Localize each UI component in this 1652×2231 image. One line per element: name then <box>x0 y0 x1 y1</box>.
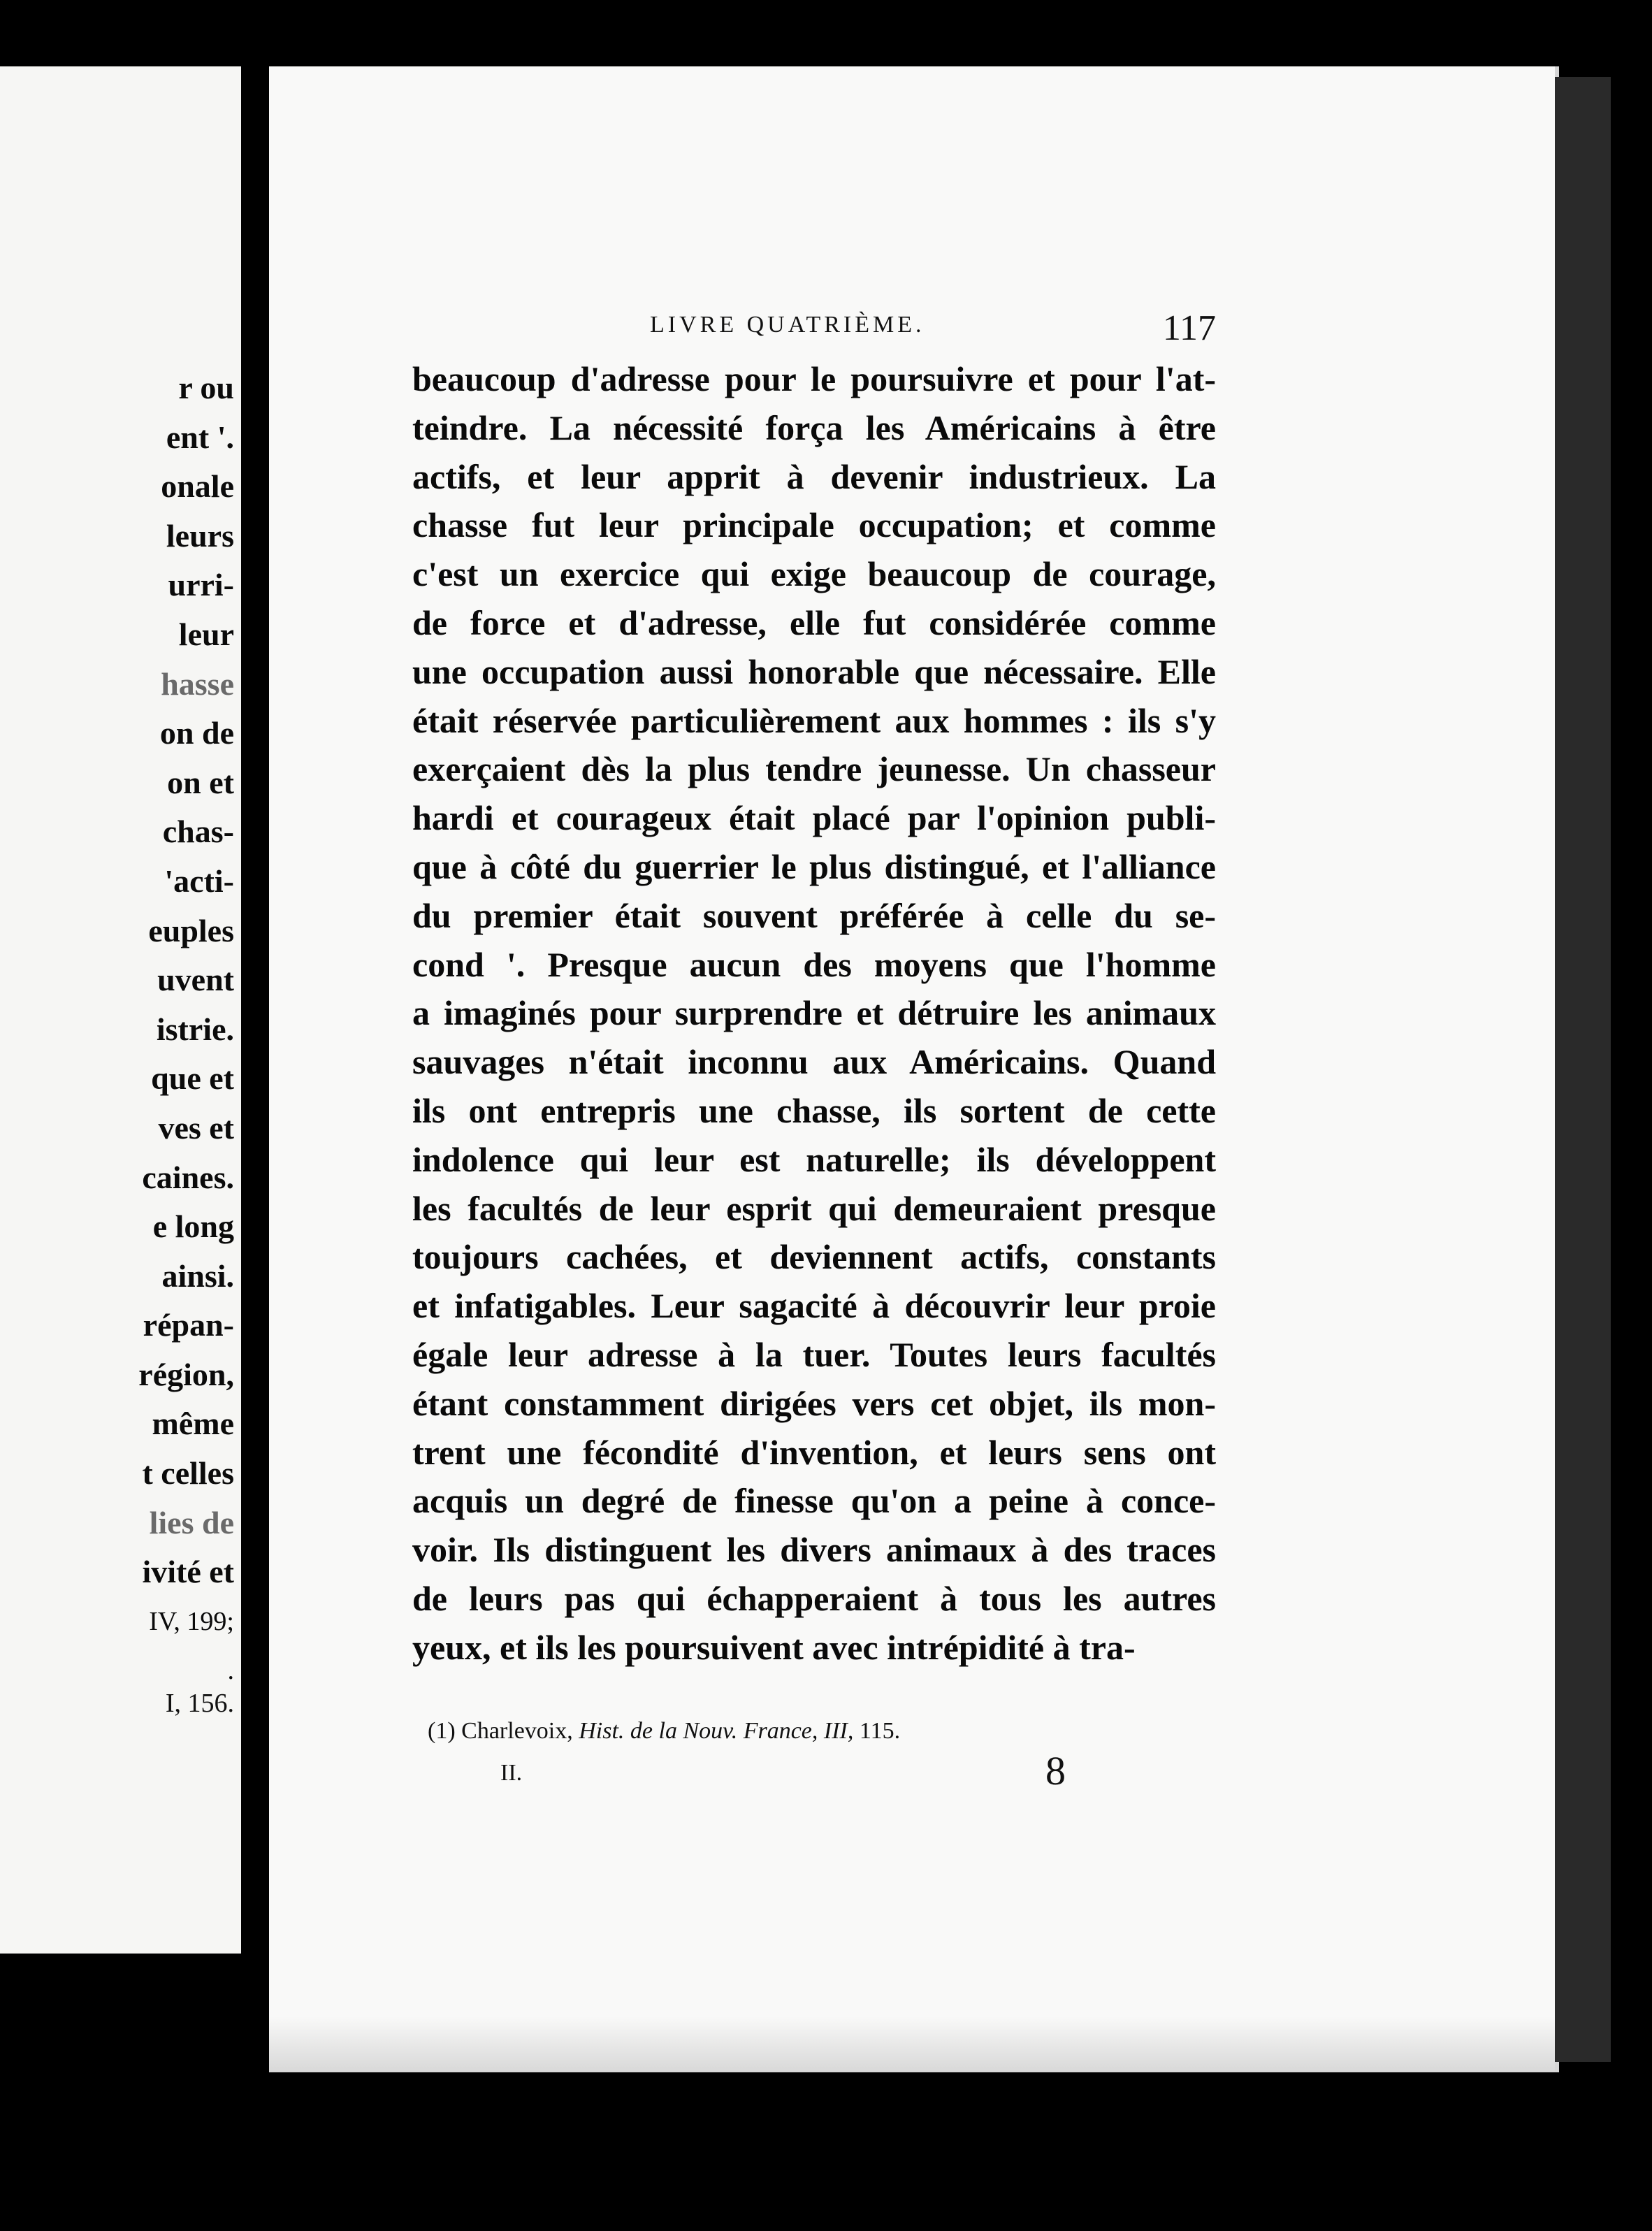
book-gutter <box>241 42 269 2139</box>
footnote-page: 115. <box>859 1718 901 1744</box>
left-fragment: onale <box>161 468 234 505</box>
left-fragment: ivité et <box>142 1554 234 1590</box>
signature-number: 8 <box>1045 1748 1066 1793</box>
text-line: une occupation aussi honorable que nécessaire. Elle <box>412 651 1216 691</box>
running-head: LIVRE QUATRIÈME. <box>650 312 925 338</box>
left-fragment: caines. <box>142 1159 234 1195</box>
left-fragment: t celles <box>142 1455 234 1492</box>
text-line: hardi et courageux était placé par l'opinion publi- <box>412 798 1216 838</box>
footnote-marker: (1) <box>428 1718 456 1744</box>
signature-volume: II. <box>500 1760 523 1786</box>
text-line: de force et d'adresse, elle fut considérée comme <box>412 602 1216 642</box>
left-fragment: hasse <box>161 665 234 702</box>
left-fragment: . <box>227 1656 234 1686</box>
text-line: ils ont entrepris une chasse, ils sortent de cette <box>412 1090 1216 1130</box>
left-page-text-fragments <box>138 363 234 1696</box>
text-line: chasse fut leur principale occupation; et comme <box>412 505 1216 545</box>
text-line: de leurs pas qui échapperaient à tous les autres <box>412 1578 1216 1618</box>
text-line: égale leur adresse à la tuer. Toutes leurs facultés <box>412 1334 1216 1374</box>
left-fragment: urri- <box>168 567 234 603</box>
left-page <box>0 66 241 1954</box>
footnote-title: Hist. de la Nouv. France, III, <box>579 1718 854 1744</box>
left-fragment: r ou <box>178 370 234 405</box>
left-fragment: chas- <box>162 814 234 850</box>
text-line: acquis un degré de finesse qu'on a peine à conce- <box>412 1481 1216 1521</box>
left-fragment: on de <box>159 715 234 751</box>
left-fragment: on et <box>167 764 234 800</box>
text-line: était réservée particulièrement aux hommes : ils s'y <box>412 700 1216 740</box>
left-fragment: ent '. <box>166 419 234 455</box>
text-line: indolence qui leur est naturelle; ils développent <box>412 1139 1216 1179</box>
body-text <box>412 355 1216 1673</box>
left-fragment: même <box>152 1406 234 1442</box>
left-fragment: lies de <box>149 1504 234 1540</box>
text-line: exerçaient dès la plus tendre jeunesse. Un chasseur <box>412 749 1216 789</box>
text-line: actifs, et leur apprit à devenir industrieux. La <box>412 456 1216 496</box>
text-line: trent une fécondité d'invention, et leurs sens ont <box>412 1432 1216 1472</box>
left-fragment: ainsi. <box>161 1257 234 1294</box>
text-line: cond '. Presque aucun des moyens que l'homme <box>412 944 1216 984</box>
left-fragment: 'acti- <box>164 862 234 899</box>
left-fragment: répan- <box>143 1307 234 1343</box>
text-line: sauvages n'était inconnu aux Américains. Quand <box>412 1042 1216 1082</box>
left-page-bottom-fragment: I, 156. <box>165 1689 234 1718</box>
left-fragment: uvent <box>157 962 234 998</box>
text-line: et infatigables. Leur sagacité à découvrir leur proie <box>412 1286 1216 1326</box>
left-fragment: istrie. <box>156 1011 234 1047</box>
left-fragment: région, <box>138 1356 234 1392</box>
left-fragment: que et <box>151 1060 234 1097</box>
text-line: étant constamment dirigées vers cet objet, ils mon- <box>412 1383 1216 1423</box>
text-line: a imaginés pour surprendre et détruire les animaux <box>412 993 1216 1033</box>
page-edge-shadow <box>1555 77 1611 2062</box>
left-fragment: ves et <box>158 1109 234 1146</box>
text-line: du premier était souvent préférée à celle du se- <box>412 895 1216 935</box>
page-number: 117 <box>1162 308 1216 348</box>
text-line: beaucoup d'adresse pour le poursuivre et pour l'at- <box>412 359 1216 398</box>
footnote <box>428 1718 900 1745</box>
text-line: que à côté du guerrier le plus distingué, et l'alliance <box>412 846 1216 886</box>
footnote-author: Charlevoix, <box>461 1718 573 1744</box>
text-line: yeux, et ils les poursuivent avec intrépidité à tra- <box>412 1627 1136 1667</box>
left-fragment: leur <box>178 616 234 652</box>
text-line: teindre. La nécessité força les Américains à être <box>412 407 1216 447</box>
left-fragment: e long <box>152 1208 234 1245</box>
text-line: les facultés de leur esprit qui demeuraient presque <box>412 1188 1216 1228</box>
text-line: toujours cachées, et deviennent actifs, constants <box>412 1237 1216 1277</box>
left-fragment: euples <box>148 912 234 948</box>
left-fragment: IV, 199; <box>149 1606 234 1636</box>
text-line: c'est un exercice qui exige beaucoup de courage, <box>412 554 1216 594</box>
left-fragment: leurs <box>166 517 234 554</box>
text-line: voir. Ils distinguent les divers animaux à des traces <box>412 1530 1216 1570</box>
